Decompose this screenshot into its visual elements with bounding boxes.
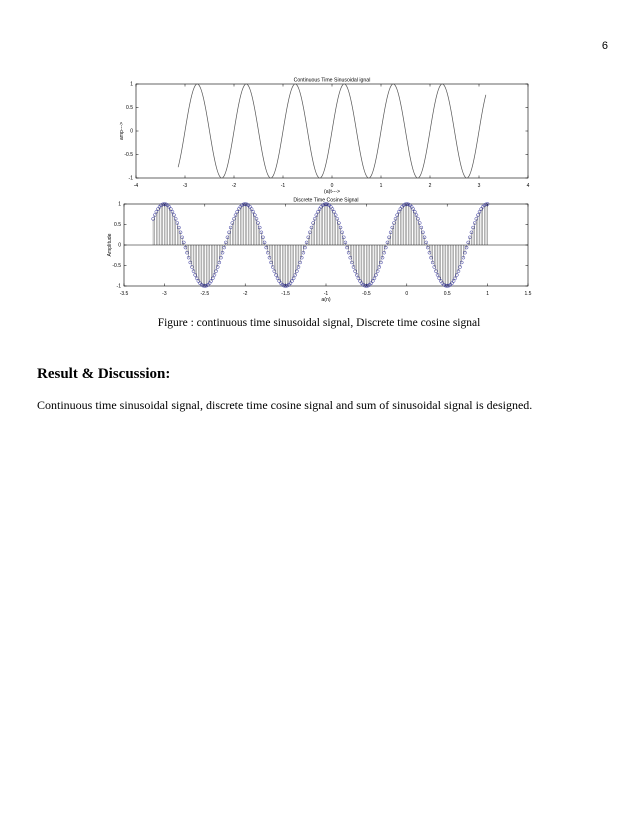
y-tick-label: 0.5	[114, 222, 121, 229]
y-tick-label: -1	[116, 283, 121, 290]
x-tick-label: 1	[486, 291, 489, 297]
y-tick-label: 0.5	[126, 105, 133, 112]
y-tick-label: 1	[118, 201, 121, 208]
x-tick-label: -4	[133, 183, 139, 189]
x-tick-label: 0	[330, 183, 334, 189]
figure	[107, 75, 540, 305]
x-tick-label: 2	[428, 183, 432, 189]
y-tick-label: -0.5	[124, 152, 133, 159]
y-tick-label: 0	[130, 128, 133, 135]
x-tick-label: -0.5	[362, 291, 371, 297]
figure-caption: Figure : continuous time sinusoidal signal, Discrete time cosine signal	[157, 317, 481, 329]
y-tick-label: -1	[128, 175, 133, 182]
x-tick-label: -3	[162, 291, 167, 297]
x-tick-label: -1	[280, 183, 286, 189]
x-tick-label: 1.5	[524, 291, 532, 297]
plot-title-1: Continuous Time Sinusoidal ignal	[293, 77, 371, 84]
x-tick-label: -3.5	[119, 291, 129, 297]
x-tick-label: 3	[477, 183, 481, 189]
x-tick-label: -1	[323, 291, 329, 297]
result-text: Continuous time sinusoidal signal, discrete time cosine signal and sum of sinusoidal signal is designed.	[37, 398, 533, 412]
y-axis-label-1: amp--->	[119, 121, 125, 141]
x-tick-label: -3	[182, 183, 188, 189]
y-tick-label: -0.5	[112, 263, 121, 270]
x-tick-label: 0.5	[443, 291, 451, 297]
x-tick-label: 4	[526, 183, 530, 189]
result-heading: Result & Discussion:	[37, 366, 171, 382]
x-axis-label-1: (a)t--->	[324, 189, 340, 195]
plot-title-2: Discrete Time Cosine Signal	[293, 197, 359, 204]
x-axis-label-2: a(n)	[321, 297, 331, 303]
x-tick-label: 0	[405, 291, 409, 297]
y-axis-label-2: Amplitude	[107, 233, 113, 257]
x-tick-label: 1	[379, 183, 383, 189]
y-tick-label: 1	[130, 81, 133, 88]
page-number: 6	[601, 40, 608, 52]
figure-plots	[107, 75, 540, 305]
x-tick-label: -2	[231, 183, 237, 189]
x-tick-label: -2.5	[200, 291, 210, 297]
x-tick-label: -2	[242, 291, 248, 297]
x-tick-label: -1.5	[281, 291, 290, 297]
sine-series-line	[178, 84, 486, 178]
y-tick-label: 0	[118, 242, 121, 249]
